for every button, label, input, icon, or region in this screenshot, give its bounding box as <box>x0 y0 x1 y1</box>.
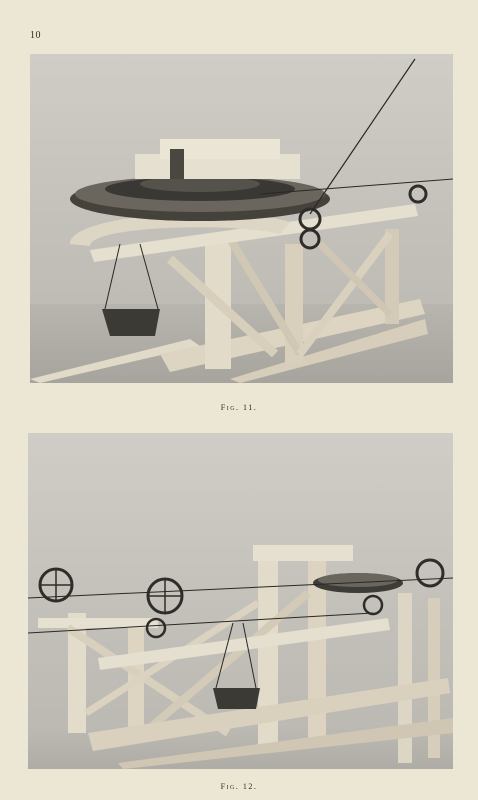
figure-11-caption: Fig. 11. <box>220 403 258 412</box>
figure-12-caption: Fig. 12. <box>220 782 258 791</box>
figure-11-photo <box>30 54 453 383</box>
page-number: 10 <box>30 30 41 41</box>
figure-12-photo <box>28 433 453 769</box>
